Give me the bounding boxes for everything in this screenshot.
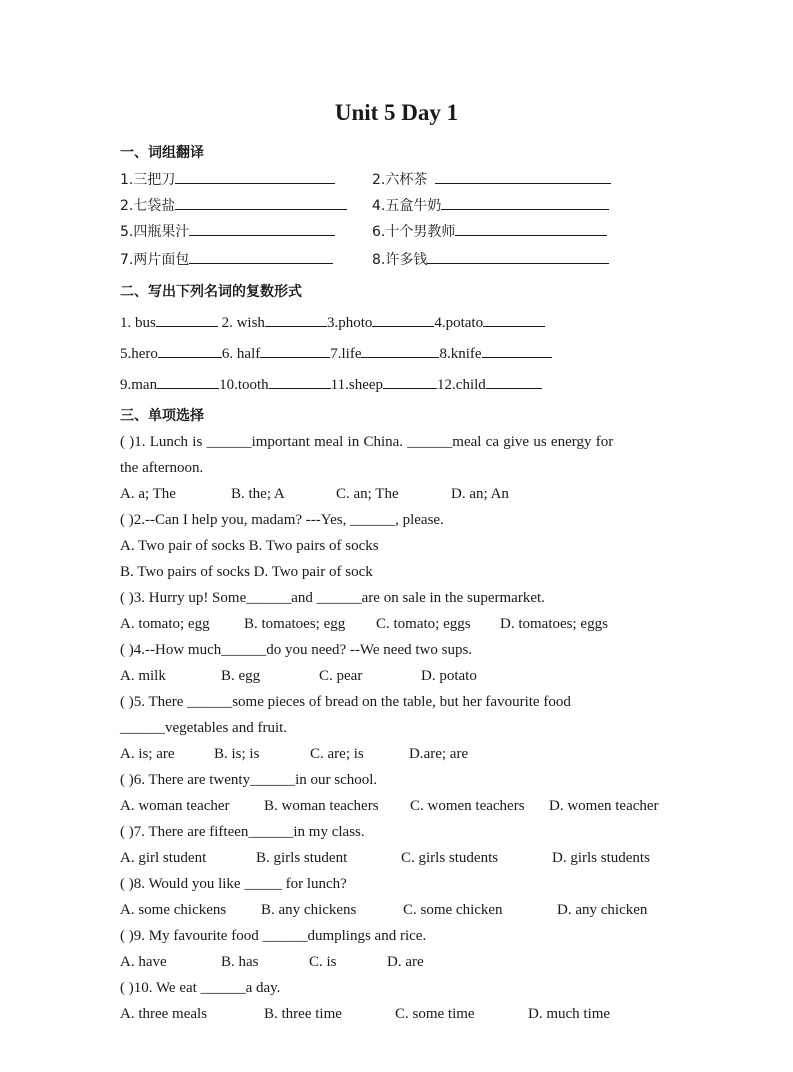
question-9-option-b[interactable]: B. has bbox=[221, 954, 259, 970]
translation-item-7: 7.两片面包 bbox=[120, 249, 333, 269]
question-1-option-a[interactable]: A. a; The bbox=[120, 486, 176, 502]
question-2: ( )2.--Can I help you, madam? ---Yes, ______, please. bbox=[120, 512, 444, 528]
answer-blank[interactable] bbox=[265, 312, 327, 327]
question-4-option-c[interactable]: C. pear bbox=[319, 668, 363, 684]
answer-blank[interactable] bbox=[482, 343, 552, 358]
question-8-option-b[interactable]: B. any chickens bbox=[261, 902, 357, 918]
translation-item-2: 2.六杯茶 bbox=[372, 169, 611, 189]
answer-blank[interactable] bbox=[260, 343, 330, 358]
answer-blank[interactable] bbox=[483, 312, 545, 327]
answer-blank[interactable] bbox=[175, 169, 335, 184]
answer-blank[interactable] bbox=[441, 195, 609, 210]
question-3-option-a[interactable]: A. tomato; egg bbox=[120, 616, 210, 632]
question-7-option-a[interactable]: A. girl student bbox=[120, 850, 207, 866]
question-9-option-c[interactable]: C. is bbox=[309, 954, 337, 970]
page-title: Unit 5 Day 1 bbox=[334, 100, 459, 125]
question-1-line-2: the afternoon. bbox=[120, 460, 204, 476]
question-5-option-d[interactable]: D.are; are bbox=[409, 746, 469, 762]
answer-blank[interactable] bbox=[435, 169, 611, 184]
question-9-option-d[interactable]: D. are bbox=[387, 954, 424, 970]
question-4: ( )4.--How much______do you need? --We need two sups. bbox=[120, 642, 473, 658]
question-3: ( )3. Hurry up! Some______and ______are on sale in the supermarket. bbox=[120, 590, 545, 606]
answer-blank[interactable] bbox=[486, 374, 542, 389]
plural-row-3: 9.man 10.tooth 11.sheep 12.child bbox=[120, 374, 542, 394]
question-4-option-a[interactable]: A. milk bbox=[120, 668, 166, 684]
question-3-option-d[interactable]: D. tomatoes; eggs bbox=[500, 616, 608, 632]
question-10-option-a[interactable]: A. three meals bbox=[120, 1006, 208, 1022]
question-5-option-b[interactable]: B. is; is bbox=[214, 746, 260, 762]
answer-blank[interactable] bbox=[157, 374, 219, 389]
question-8: ( )8. Would you like _____ for lunch? bbox=[120, 876, 347, 892]
question-6: ( )6. There are twenty______in our school. bbox=[120, 772, 378, 788]
section-heading-translation: 一、词组翻译 bbox=[120, 145, 204, 161]
answer-blank[interactable] bbox=[189, 221, 335, 236]
translation-item-4: 4.五盒牛奶 bbox=[372, 195, 609, 215]
question-8-option-d[interactable]: D. any chicken bbox=[557, 902, 648, 918]
question-10-option-c[interactable]: C. some time bbox=[395, 1006, 475, 1022]
answer-blank[interactable] bbox=[427, 249, 609, 264]
question-10-option-b[interactable]: B. three time bbox=[264, 1006, 342, 1022]
question-2-options-1[interactable]: A. Two pair of socks B. Two pairs of socks bbox=[120, 538, 379, 554]
question-8-option-a[interactable]: A. some chickens bbox=[120, 902, 227, 918]
question-10: ( )10. We eat ______a day. bbox=[120, 980, 281, 996]
answer-blank[interactable] bbox=[455, 221, 607, 236]
plural-row-1: 1. bus 2. wish 3.photo 4.potato bbox=[120, 312, 545, 332]
question-3-option-c[interactable]: C. tomato; eggs bbox=[376, 616, 471, 632]
question-6-option-d[interactable]: D. women teacher bbox=[549, 798, 659, 814]
question-9-option-a[interactable]: A. have bbox=[120, 954, 167, 970]
question-5-option-a[interactable]: A. is; are bbox=[120, 746, 175, 762]
question-5-line-1: ( )5. There ______some pieces of bread on the table, but her favourite food bbox=[120, 694, 571, 710]
section-heading-plurals: 二、写出下列名词的复数形式 bbox=[120, 284, 302, 300]
question-7-option-c[interactable]: C. girls students bbox=[401, 850, 499, 866]
answer-blank[interactable] bbox=[372, 312, 434, 327]
question-7: ( )7. There are fifteen______in my class. bbox=[120, 824, 365, 840]
question-9: ( )9. My favourite food ______dumplings and rice. bbox=[120, 928, 427, 944]
question-7-option-d[interactable]: D. girls students bbox=[552, 850, 650, 866]
plural-row-2: 5.hero 6. half 7.life 8.knife bbox=[120, 343, 552, 363]
question-4-option-b[interactable]: B. egg bbox=[221, 668, 261, 684]
question-5-line-2: ______vegetables and fruit. bbox=[120, 720, 288, 736]
answer-blank[interactable] bbox=[269, 374, 331, 389]
question-1-option-d[interactable]: D. an; An bbox=[451, 486, 509, 502]
answer-blank[interactable] bbox=[361, 343, 439, 358]
question-7-option-b[interactable]: B. girls student bbox=[256, 850, 348, 866]
translation-item-6: 6.十个男教师 bbox=[372, 221, 607, 241]
question-6-option-b[interactable]: B. woman teachers bbox=[264, 798, 379, 814]
translation-item-8: 8.许多钱 bbox=[372, 249, 609, 269]
answer-blank[interactable] bbox=[175, 195, 347, 210]
section-heading-multiple-choice: 三、单项选择 bbox=[120, 408, 204, 424]
translation-item-5: 5.四瓶果汁 bbox=[120, 221, 335, 241]
answer-blank[interactable] bbox=[156, 312, 218, 327]
question-6-option-a[interactable]: A. woman teacher bbox=[120, 798, 230, 814]
question-1-line-1: ( )1. Lunch is ______important meal in China. ______meal ca give us energy for bbox=[120, 434, 614, 450]
translation-item-3: 2.七袋盐 bbox=[120, 195, 347, 215]
question-6-option-c[interactable]: C. women teachers bbox=[410, 798, 525, 814]
question-2-options-2[interactable]: B. Two pairs of socks D. Two pair of sock bbox=[120, 564, 373, 580]
answer-blank[interactable] bbox=[158, 343, 222, 358]
question-1-option-b[interactable]: B. the; A bbox=[231, 486, 285, 502]
answer-blank[interactable] bbox=[189, 249, 333, 264]
question-4-option-d[interactable]: D. potato bbox=[421, 668, 477, 684]
question-3-option-b[interactable]: B. tomatoes; egg bbox=[244, 616, 346, 632]
translation-item-1: 1.三把刀 bbox=[120, 169, 335, 189]
question-1-option-c[interactable]: C. an; The bbox=[336, 486, 399, 502]
answer-blank[interactable] bbox=[383, 374, 437, 389]
question-5-option-c[interactable]: C. are; is bbox=[310, 746, 364, 762]
question-10-option-d[interactable]: D. much time bbox=[528, 1006, 611, 1022]
question-8-option-c[interactable]: C. some chicken bbox=[403, 902, 503, 918]
